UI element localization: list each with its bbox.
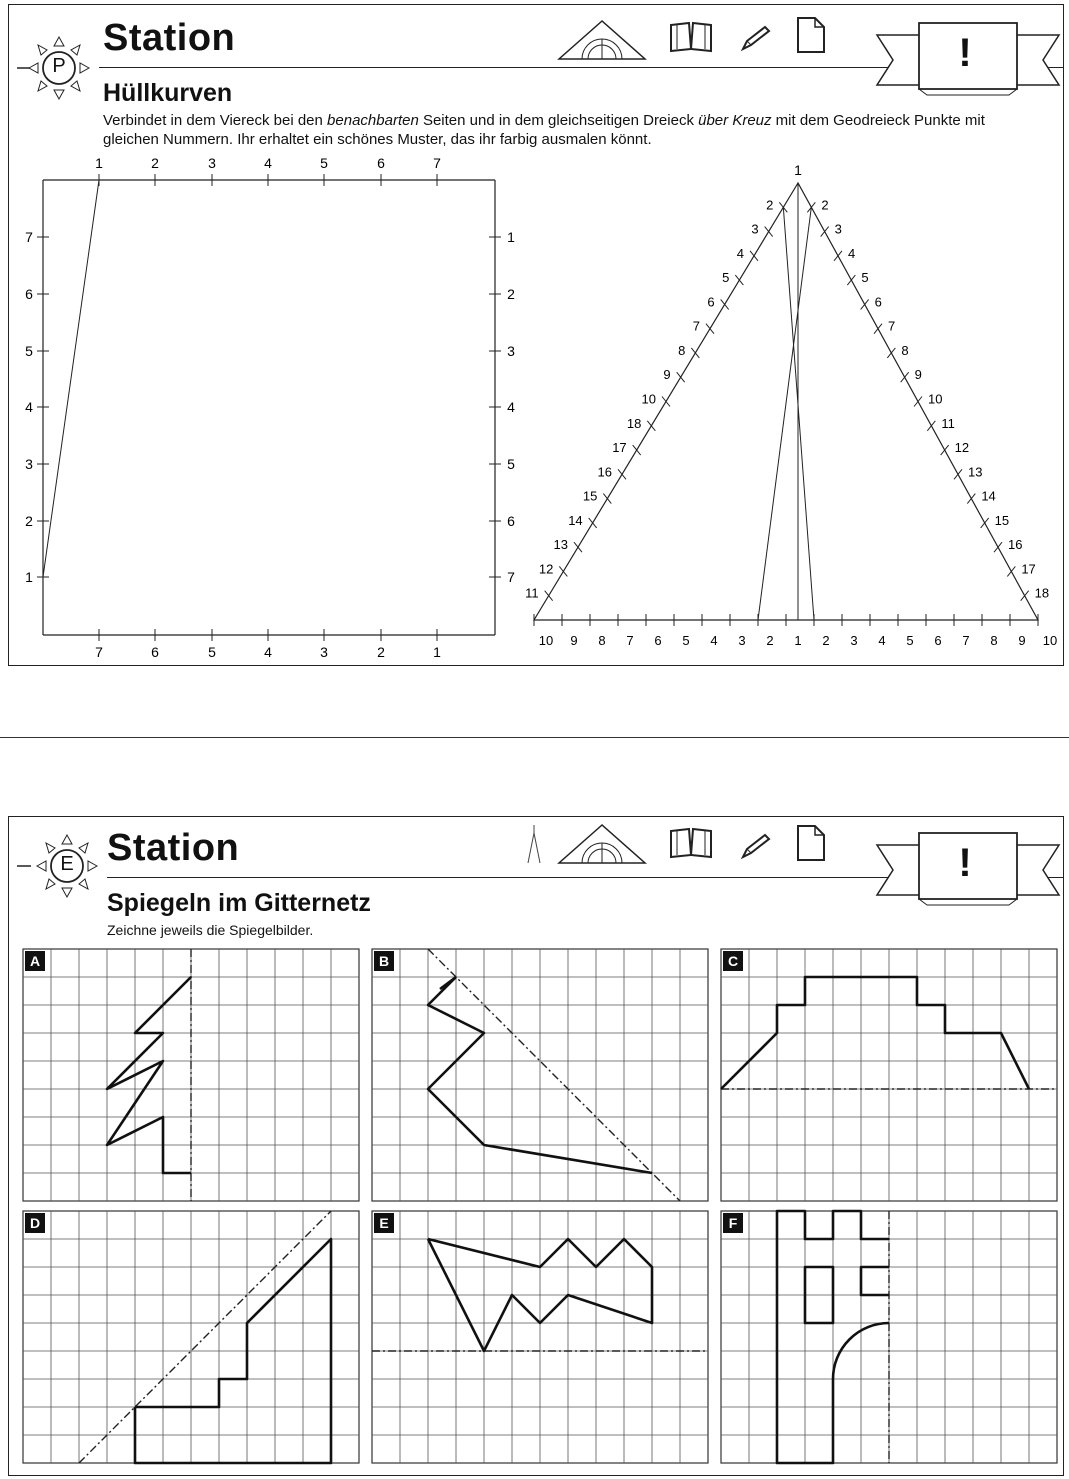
instruction-part: Seiten und in dem gleichseitigen Dreieck [418, 112, 699, 129]
square-bottom-label: 1 [433, 644, 441, 660]
triangle-right-tick [994, 542, 1002, 552]
square-left-label: 3 [25, 456, 33, 472]
triangle-apex-label: 1 [794, 162, 802, 178]
station-badge-letter: P [52, 55, 66, 77]
triangle-right-label: 10 [928, 391, 943, 407]
triangle-right-tick [821, 227, 829, 237]
instruction-part: mit dem Geodreieck Punkte mit gleichen Nummern. Ihr erhaltet ein schönes Muster, das ihr farbig ausmalen könnt. [103, 112, 985, 148]
square-top-label: 4 [264, 155, 272, 171]
set-square-icon [557, 823, 647, 865]
triangle-right-tick [861, 299, 869, 309]
triangle-right-tick [901, 372, 909, 382]
triangle-left-label: 9 [663, 367, 671, 383]
square-right-label: 7 [507, 569, 515, 585]
triangle-right-label: 6 [874, 294, 882, 310]
square-left-label: 7 [25, 229, 33, 245]
square-right-label: 5 [507, 456, 515, 472]
triangle-right-tick [927, 421, 935, 431]
triangle-base-label: 6 [654, 633, 662, 648]
triangle-base-label: 3 [738, 633, 746, 648]
subtitle: Hüllkurven [103, 79, 233, 107]
triangle-right-label: 16 [1008, 537, 1023, 553]
example-envelope-line [43, 180, 99, 577]
square-left-label: 6 [25, 286, 33, 302]
envelope-triangle-figure [514, 145, 1062, 665]
triangle-left-label: 8 [678, 342, 686, 358]
instruction-part: Verbindet in dem Viereck bei den [103, 112, 328, 129]
station-title: Station [107, 827, 240, 869]
triangle-right-label: 3 [834, 221, 842, 237]
triangle-left-label: 16 [597, 464, 612, 480]
triangle-right-tick [941, 445, 949, 455]
station-card-p [8, 4, 1064, 666]
square-right-label: 6 [507, 513, 515, 529]
triangle-right-tick [981, 518, 989, 528]
pencil-icon [739, 23, 773, 53]
triangle-right-tick [1007, 566, 1015, 576]
triangle-left-label: 4 [736, 245, 744, 261]
triangle-right-label: 4 [848, 245, 856, 261]
triangle-right-label: 5 [861, 270, 869, 286]
example-cross-line [758, 207, 811, 620]
banner-mark: ! [958, 841, 972, 885]
triangle-base-label: 9 [570, 633, 578, 648]
instruction-text [103, 111, 1003, 149]
square-right-label: 3 [507, 343, 515, 359]
subtitle: Spiegeln im Gitternetz [107, 889, 371, 917]
station-card-e [8, 816, 1064, 1476]
square-top-label: 7 [433, 155, 441, 171]
square-bottom-label: 7 [95, 644, 103, 660]
triangle-base-label: 4 [878, 633, 886, 648]
square-left-label: 2 [25, 513, 33, 529]
square-top-label: 2 [151, 155, 159, 171]
document-icon [795, 823, 827, 863]
triangle-left-label: 18 [626, 415, 642, 431]
instruction-emphasis: über Kreuz [698, 112, 772, 129]
triangle-right-label: 15 [994, 512, 1010, 528]
square-top-label: 1 [95, 155, 103, 171]
instruction-text: Zeichne jeweils die Spiegelbilder. [107, 922, 314, 938]
triangle-left-label: 2 [766, 197, 774, 213]
grid-label: F [728, 1215, 738, 1231]
triangle-left-label: 3 [751, 221, 759, 237]
square-left-label: 5 [25, 343, 33, 359]
triangle-base-label: 5 [906, 633, 914, 648]
square-right-label: 1 [507, 229, 515, 245]
banner-mark: ! [958, 31, 972, 75]
grid-label: E [379, 1215, 389, 1231]
triangle-right-tick [847, 275, 855, 285]
triangle-base-label: 7 [626, 633, 634, 648]
triangle-base-label: 10 [1042, 633, 1058, 648]
triangle-left-label: 17 [612, 440, 627, 456]
triangle-right-label: 8 [901, 342, 909, 358]
triangle-right-label: 12 [954, 440, 970, 456]
document-icon [795, 15, 827, 55]
triangle-left-label: 5 [722, 270, 730, 286]
square-bottom-label: 2 [377, 644, 385, 660]
triangle-right-label: 9 [914, 367, 922, 383]
triangle-base-label: 2 [766, 633, 774, 648]
triangle-right-label: 11 [941, 415, 955, 431]
triangle-right-tick [887, 348, 895, 358]
triangle-base-label: 1 [794, 633, 802, 648]
triangle-left-label: 10 [641, 391, 656, 407]
triangle-left-label: 7 [692, 318, 700, 334]
triangle-base-label: 10 [538, 633, 554, 648]
grid-label: C [727, 953, 739, 969]
triangle-right-tick [967, 494, 975, 504]
triangle-base-label: 6 [934, 633, 942, 648]
triangle-right-label: 13 [968, 464, 983, 480]
triangle-left-label: 12 [538, 561, 554, 577]
triangle-base-label: 2 [822, 633, 830, 648]
square-top-label: 3 [208, 155, 216, 171]
book-icon [669, 19, 713, 55]
envelope-square-figure [9, 145, 515, 665]
triangle-base-label: 5 [682, 633, 690, 648]
triangle-base-label: 4 [710, 633, 718, 648]
page-divider [0, 737, 1069, 738]
triangle-base-label: 3 [850, 633, 858, 648]
triangle-right-label: 2 [821, 197, 829, 213]
triangle-right-tick [834, 251, 842, 261]
grid-label: D [29, 1215, 41, 1231]
square-top-label: 6 [377, 155, 385, 171]
triangle-left-label: 15 [582, 488, 598, 504]
triangle-right-label: 7 [888, 318, 896, 334]
station-title: Station [103, 17, 236, 59]
triangle-base-label: 8 [990, 633, 998, 648]
triangle-right-label: 14 [981, 488, 996, 504]
triangle-base-label: 9 [1018, 633, 1026, 648]
triangle-base-label: 7 [962, 633, 970, 648]
triangle-left-label: 6 [707, 294, 715, 310]
square-bottom-label: 6 [151, 644, 159, 660]
square-left-label: 4 [25, 399, 33, 415]
triangle-right-tick [954, 469, 962, 479]
square-right-label: 4 [507, 399, 515, 415]
pencil-icon [739, 831, 773, 861]
grid-label: B [378, 953, 390, 969]
square-right-label: 2 [507, 286, 515, 302]
triangle-left-label: 13 [553, 537, 568, 553]
example-cross-line [783, 207, 814, 620]
station-badge-letter: E [60, 853, 74, 875]
triangle-right-tick [914, 397, 922, 407]
triangle-right-tick [1021, 591, 1029, 601]
grid-label: A [29, 953, 41, 969]
triangle-right-tick [874, 324, 882, 334]
book-icon [669, 825, 713, 861]
square-bottom-label: 3 [320, 644, 328, 660]
triangle-right-label: 18 [1034, 585, 1050, 601]
triangle-base-label: 8 [598, 633, 606, 648]
mirror-grids [9, 943, 1063, 1473]
triangle-right-label: 17 [1021, 561, 1036, 577]
set-square-icon [557, 19, 647, 61]
triangle-left-label: 14 [568, 512, 583, 528]
triangle-left-label: 11 [525, 585, 539, 601]
compass-icon [525, 823, 543, 867]
square-bottom-label: 5 [208, 644, 216, 660]
square-bottom-label: 4 [264, 644, 272, 660]
square-left-label: 1 [25, 569, 33, 585]
square-top-label: 5 [320, 155, 328, 171]
instruction-emphasis: benachbarten [327, 112, 419, 129]
